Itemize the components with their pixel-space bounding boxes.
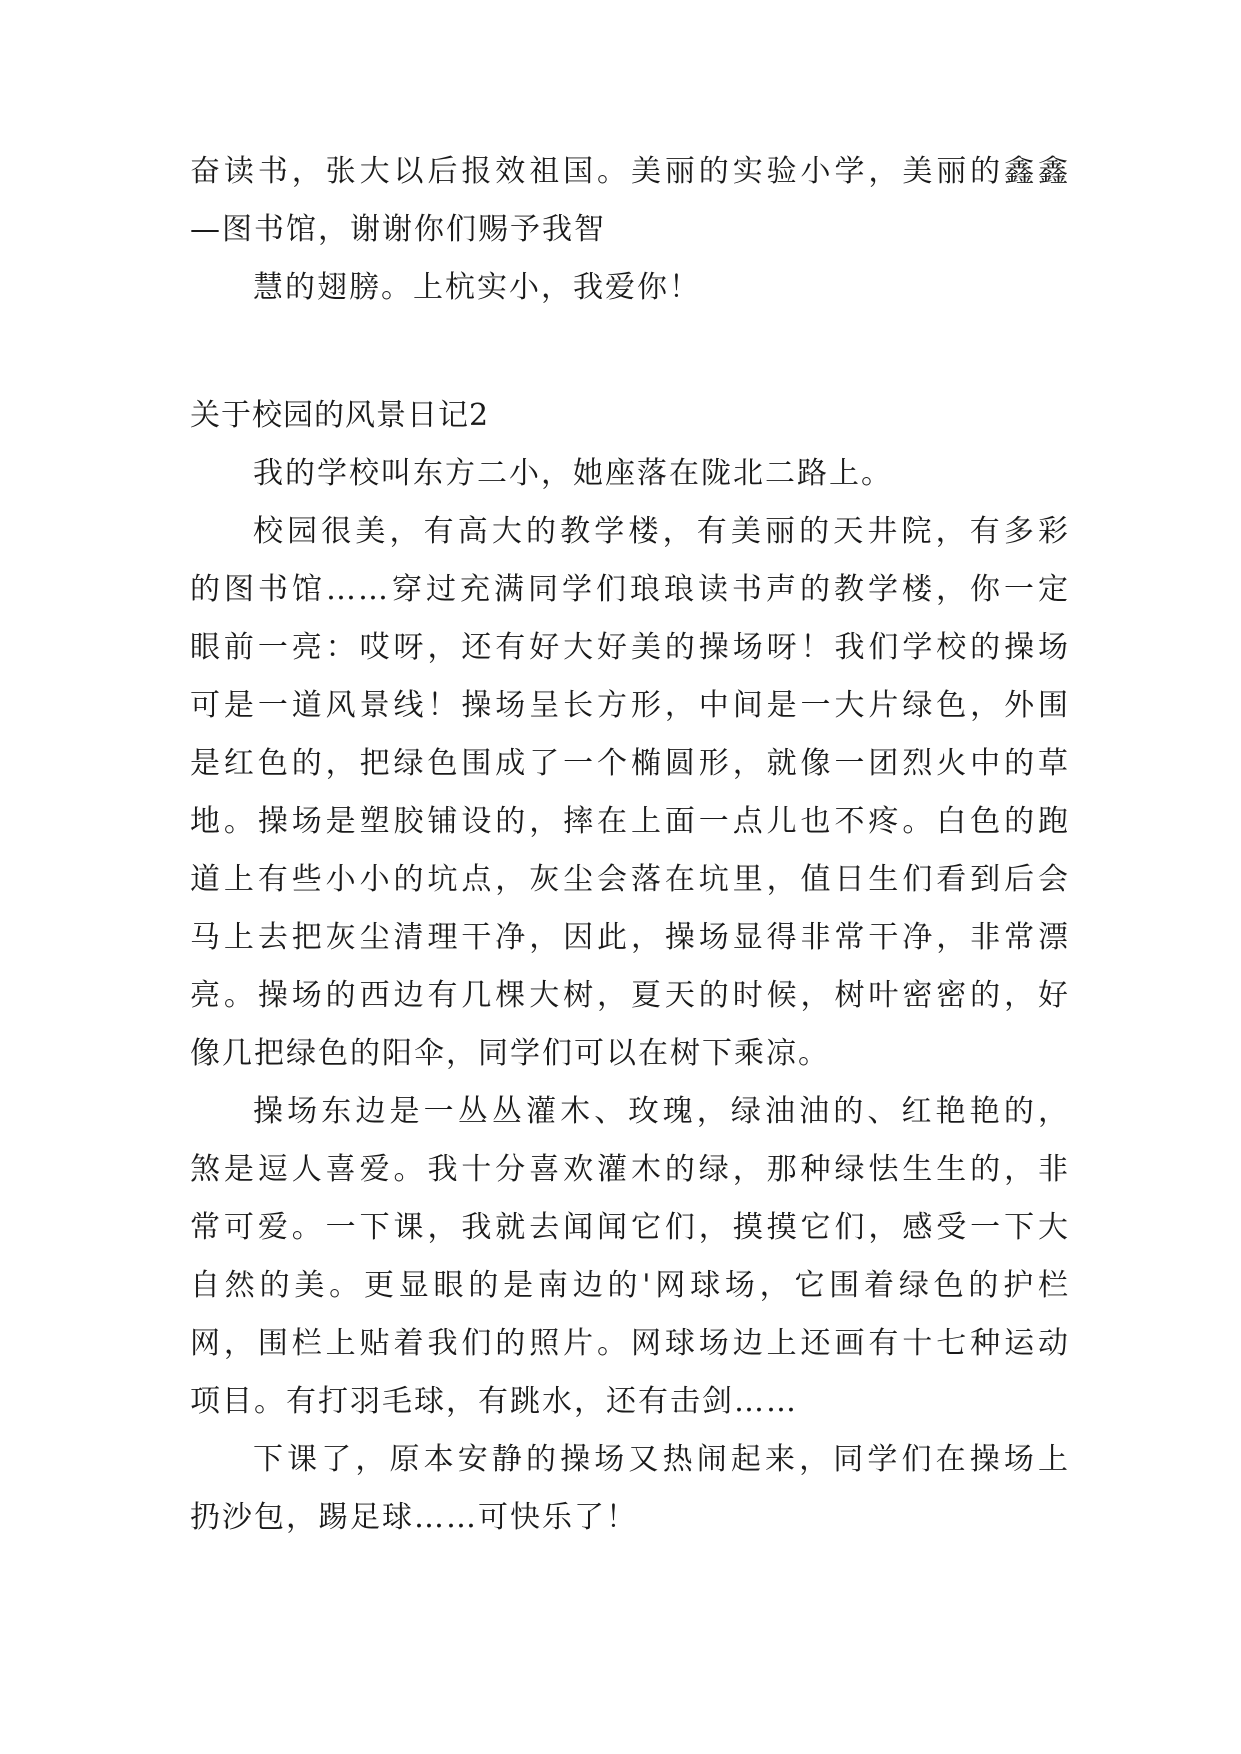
paragraph-line: —图书馆，谢谢你们赐予我智 [190,212,606,247]
paragraph-line: 扔沙包，踢足球……可快乐了！ [190,1500,638,1535]
paragraph-line: 可是一道风景线！操场呈长方形，中间是一大片绿色，外围 [190,688,1070,723]
paragraph-line: 像几把绿色的阳伞，同学们可以在树下乘凉。 [190,1036,830,1071]
paragraph-line: 的图书馆……穿过充满同学们琅琅读书声的教学楼，你一定 [190,572,1070,607]
paragraph-line: 道上有些小小的坑点，灰尘会落在坑里，值日生们看到后会 [190,862,1070,897]
paragraph-line: 校园很美，有高大的教学楼，有美丽的天井院，有多彩 [253,514,1070,549]
paragraph-line: 网，围栏上贴着我们的照片。网球场边上还画有十七种运动 [190,1326,1070,1361]
paragraph-line: 奋读书，张大以后报效祖国。美丽的实验小学，美丽的鑫鑫 [190,154,1070,189]
paragraph-line: 是红色的，把绿色围成了一个椭圆形，就像一团烈火中的草 [190,746,1070,781]
paragraph-line: 眼前一亮：哎呀，还有好大好美的操场呀！我们学校的操场 [190,630,1070,665]
section-heading: 关于校园的风景日记2 [190,398,490,433]
paragraph-line: 常可爱。一下课，我就去闻闻它们，摸摸它们，感受一下大 [190,1210,1070,1245]
paragraph-line: 自然的美。更显眼的是南边的'网球场，它围着绿色的护栏 [190,1268,1070,1303]
paragraph-line: 亮。操场的西边有几棵大树，夏天的时候，树叶密密的，好 [190,978,1070,1013]
paragraph-line: 慧的翅膀。上杭实小，我爱你！ [253,270,701,305]
paragraph-line: 煞是逗人喜爱。我十分喜欢灌木的绿，那种绿怯生生的，非 [190,1152,1070,1187]
paragraph-line: 项目。有打羽毛球，有跳水，还有击剑…… [190,1384,798,1419]
paragraph-line: 下课了，原本安静的操场又热闹起来，同学们在操场上 [253,1442,1070,1477]
paragraph-line: 马上去把灰尘清理干净，因此，操场显得非常干净，非常漂 [190,920,1070,955]
paragraph-line: 操场东边是一丛丛灌木、玫瑰，绿油油的、红艳艳的， [253,1094,1070,1129]
paragraph-line: 我的学校叫东方二小，她座落在陇北二路上。 [253,456,893,491]
paragraph-line: 地。操场是塑胶铺设的，摔在上面一点儿也不疼。白色的跑 [190,804,1070,839]
